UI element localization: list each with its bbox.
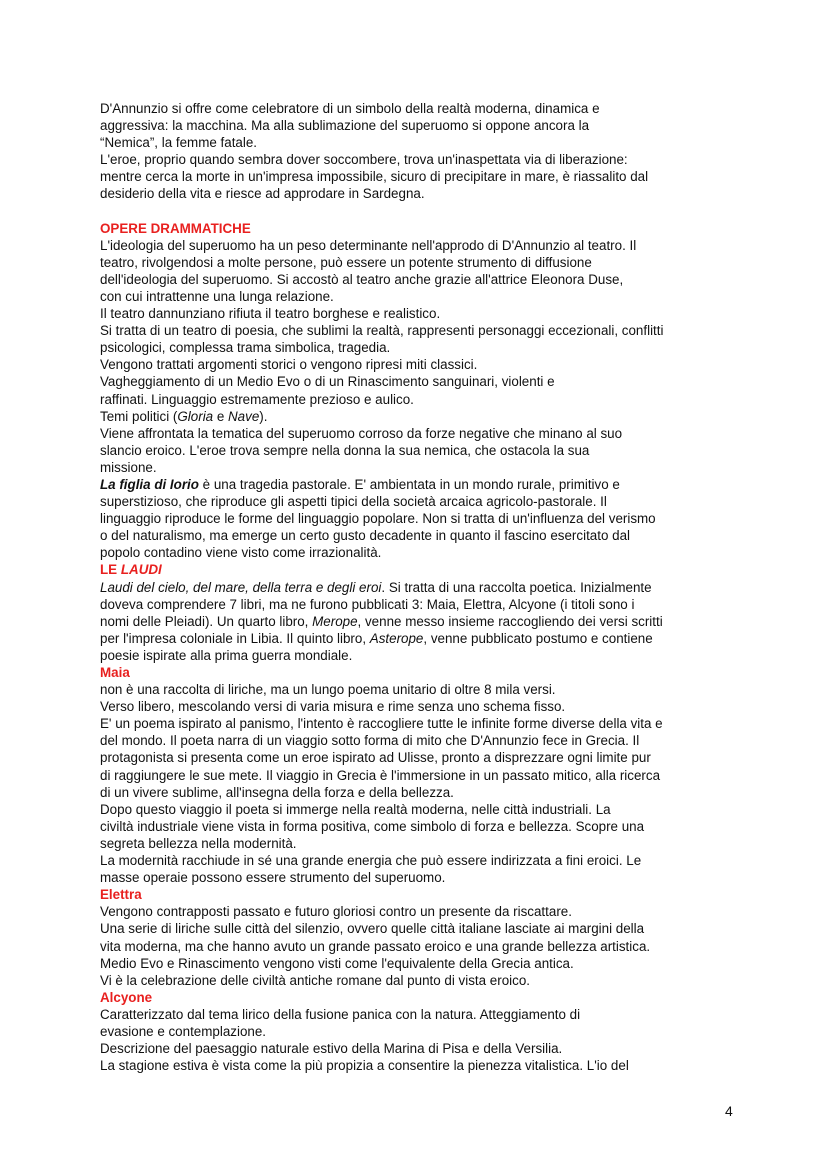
text-line: doveva comprendere 7 libri, ma ne furono pubblicati 3: Maia, Elettra, Alcyone (i titoli sono i	[100, 596, 635, 612]
text-line: Descrizione del paesaggio naturale estivo della Marina di Pisa e della Versilia.	[100, 1041, 563, 1057]
text-line: Una serie di liriche sulle città del silenzio, ovvero quelle città italiane lasciate ai margini della	[100, 921, 645, 937]
alcyone-section	[100, 989, 730, 1074]
text-line: popolo contadino viene visto come irrazionalità.	[100, 545, 382, 561]
elettra-section	[100, 886, 730, 989]
text-line: Si tratta di un teatro di poesia, che sublimi la realtà, rappresenti personaggi eccezionali, conflitti	[100, 323, 664, 339]
text-fragment: e	[213, 408, 229, 424]
text-line: Vengono contrapposti passato e futuro gloriosi contro un presente da riscattare.	[100, 904, 572, 920]
text-fragment: nomi delle Pleiadi). Un quarto libro,	[100, 613, 313, 629]
opere-drammatiche-section	[100, 220, 730, 562]
italic-title-merope: Merope	[312, 613, 358, 629]
text-line: psicologici, complessa trama simbolica, tragedia.	[100, 340, 391, 356]
text-fragment: è una tragedia pastorale. E' ambientata in un mondo rurale, primitivo e	[198, 476, 620, 492]
text-line: o del naturalismo, ma emerge un certo gusto decadente in quanto il fascino esercitato dal	[100, 528, 630, 544]
text-line: masse operaie possono essere strumento del superuomo.	[100, 870, 446, 886]
text-line: segreta bellezza nella modernità.	[100, 835, 297, 851]
text-line: La stagione estiva è vista come la più propizia a consentire la pienezza vitalistica. L'io del	[100, 1058, 629, 1074]
text-line: non è una raccolta di liriche, ma un lungo poema unitario di oltre 8 mila versi.	[100, 682, 556, 698]
text-line: linguaggio riproduce le forme del linguaggio popolare. Non si tratta di un'influenza del verismo	[100, 511, 656, 527]
text-line: desiderio della vita e riesce ad approdare in Sardegna.	[100, 186, 425, 202]
page-number: 4	[725, 1103, 733, 1119]
text-line-laudi-title	[100, 579, 730, 596]
text-line: La modernità racchiude in sé una grande energia che può essere indirizzata a fini eroici. Le	[100, 853, 642, 869]
text-line: slancio eroico. L'eroe trova sempre nella donna la sua nemica, che ostacola la sua	[100, 442, 590, 458]
text-line: L'eroe, proprio quando sembra dover soccombere, trova un'inaspettata via di liberazione:	[100, 152, 628, 168]
text-line: mentre cerca la morte in un'impresa impossibile, sicuro di precipitare in mare, è riassalito dal	[100, 169, 649, 185]
italic-title-laudi: Laudi del cielo, del mare, della terra e degli eroi	[100, 579, 382, 595]
intro-section	[100, 100, 730, 203]
italic-title-gloria: Gloria	[177, 408, 214, 424]
text-line: aggressiva: la macchina. Ma alla sublimazione del superuomo si oppone ancora la	[100, 118, 590, 134]
section-heading-elettra: Elettra	[100, 887, 142, 903]
heading-fragment: LE	[100, 562, 121, 578]
text-line: civiltà industriale viene vista in forma positiva, come simbolo di forza e bellezza. Scopre una	[100, 818, 645, 834]
text-line: raffinati. Linguaggio estremamente prezioso e aulico.	[100, 391, 414, 407]
text-line: missione.	[100, 459, 157, 475]
text-line: di raggiungere le sue mete. Il viaggio in Grecia è l'immersione in un passato mitico, alla ricerca	[100, 767, 661, 783]
text-line: di un vivere sublime, all'insegna della forza e della bellezza.	[100, 784, 454, 800]
section-heading-alcyone: Alcyone	[100, 989, 153, 1005]
text-line: Verso libero, mescolando versi di varia misura e rime senza uno schema fisso.	[100, 699, 566, 715]
text-line: Il teatro dannunziano rifiuta il teatro borghese e realistico.	[100, 306, 441, 322]
text-line-temi-politici	[100, 408, 730, 425]
text-line: Viene affrontata la tematica del superuomo corroso da forze negative che minano al suo	[100, 425, 623, 441]
text-line: Medio Evo e Rinascimento vengono visti come l'equivalente della Grecia antica.	[100, 955, 574, 971]
text-line: superstizioso, che riproduce gli aspetti tipici della società arcaica agricolo-pastorale. Il	[100, 494, 607, 510]
text-fragment: per l'impresa coloniale in Libia. Il quinto libro,	[100, 630, 370, 646]
text-fragment: , venne messo insieme raccogliendo dei versi scritti	[357, 613, 663, 629]
text-line-figlia-di-iorio	[100, 476, 730, 493]
text-line: dell'ideologia del superuomo. Si accostò al teatro anche grazie all'attrice Eleonora Duse,	[100, 271, 624, 287]
italic-title-asterope: Asterope	[369, 630, 424, 646]
italic-title-nave: Nave	[228, 408, 260, 424]
text-fragment: . Si tratta di una raccolta poetica. Inizialmente	[381, 579, 652, 595]
text-line: teatro, rivolgendosi a molte persone, può essere un potente strumento di diffusione	[100, 254, 592, 270]
text-line: poesie ispirate alla prima guerra mondiale.	[100, 647, 353, 663]
maia-section	[100, 664, 730, 886]
page-content	[100, 100, 730, 1074]
heading-italic-laudi: LAUDI	[120, 562, 162, 578]
text-line: con cui intrattenne una lunga relazione.	[100, 288, 334, 304]
text-line: Vengono trattati argomenti storici o vengono ripresi miti classici.	[100, 357, 478, 373]
text-line: Vi è la celebrazione delle civiltà antiche romane dal punto di vista eroico.	[100, 972, 530, 988]
text-line-asterope	[100, 630, 730, 647]
text-line: Vagheggiamento di un Medio Evo o di un Rinascimento sanguinari, violenti e	[100, 374, 555, 390]
text-line: Dopo questo viaggio il poeta si immerge nella realtà moderna, nelle città industriali. La	[100, 801, 611, 817]
text-line: D'Annunzio si offre come celebratore di un simbolo della realtà moderna, dinamica e	[100, 101, 600, 116]
section-heading-maia: Maia	[100, 665, 130, 680]
text-fragment: ).	[259, 408, 268, 424]
text-line: vita moderna, ma che hanno avuto un grande passato eroico e una grande bellezza artistica.	[100, 938, 651, 954]
text-line: protagonista si presenta come un eroe ispirato ad Ulisse, pronto a disprezzare ogni limite pur	[100, 750, 651, 766]
text-line: Caratterizzato dal tema lirico della fusione panica con la natura. Atteggiamento di	[100, 1006, 581, 1022]
text-line: E' un poema ispirato al panismo, l'intento è raccogliere tutte le infinite forme diverse della vita e	[100, 716, 663, 732]
text-fragment: Temi politici (	[100, 408, 178, 424]
text-line: L'ideologia del superuomo ha un peso determinante nell'approdo di D'Annunzio al teatro. Il	[100, 237, 637, 253]
bold-italic-title-figlia-di-iorio: La figlia di Iorio	[100, 476, 199, 492]
text-line-merope	[100, 613, 730, 630]
text-fragment: , venne pubblicato postumo e contiene	[423, 630, 653, 646]
spacer	[100, 203, 730, 220]
section-heading-le-laudi	[100, 561, 730, 578]
text-line: evasione e contemplazione.	[100, 1023, 267, 1039]
text-line: del mondo. Il poeta narra di un viaggio sotto forma di mito che D'Annunzio fece in Grecia. Il	[100, 733, 640, 749]
section-heading-opere-drammatiche: OPERE DRAMMATICHE	[100, 220, 251, 236]
laudi-section	[100, 561, 730, 664]
text-line: “Nemica”, la femme fatale.	[100, 135, 258, 151]
